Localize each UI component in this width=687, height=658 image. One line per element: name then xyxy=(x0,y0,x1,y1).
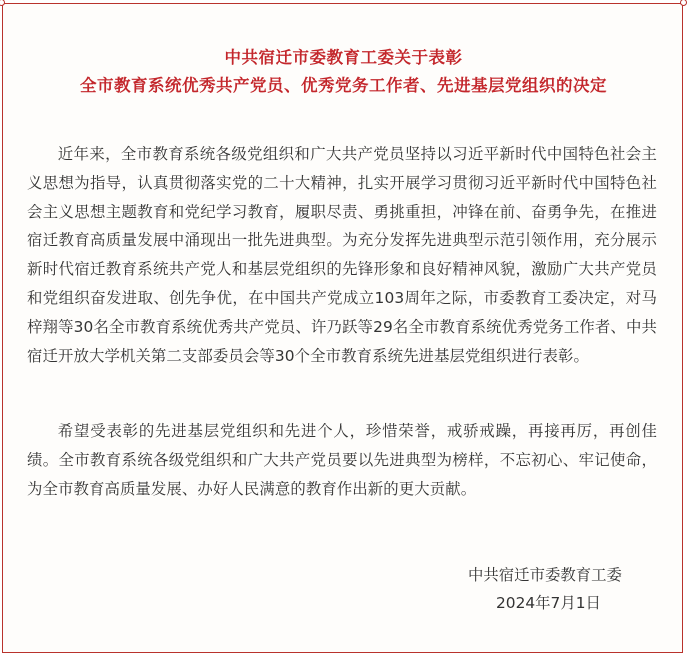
body-paragraph-2: 希望受表彰的先进基层党组织和先进个人，珍惜荣誉，戒骄戒躁，再接再厉，再创佳绩。全市教育系统各级党组织和广大共产党员要以先进典型为榜样，不忘初心、牢记使命，为全市教育高质量发展、办好人民满意的教育作出新的更大贡献。 xyxy=(27,422,657,498)
signature-date: 2024年7月1日 xyxy=(496,594,601,612)
corner-ornament-top-left xyxy=(0,0,5,6)
signature-organization: 中共宿迁市委教育工委 xyxy=(468,566,622,584)
document-title-line-1: 中共宿迁市委教育工委关于表彰 xyxy=(224,48,463,67)
document-title-line-2: 全市教育系统优秀共产党员、优秀党务工作者、先进基层党组织的决定 xyxy=(80,76,607,95)
corner-ornament-top-right xyxy=(680,0,687,6)
body-paragraph-1: 近年来，全市教育系统各级党组织和广大共产党员坚持以习近平新时代中国特色社会主义思想为指导，认真贯彻落实党的二十大精神，扎实开展学习贯彻习近平新时代中国特色社会主义思想主题教育和党纪学习教育，履职尽责、勇挑重担，冲锋在前、奋勇争先，在推进宿迁教育高质量发展中涌现出一批先进典型。为充分发挥先进典型示范引领作用，充分展示新时代宿迁教育系统共产党人和基层党组织的先锋形象和良好精神风貌，激励广大共产党员和党组织奋发进取、创先争优，在中国共产党成立103周年之际，市委教育工委决定，对马梓翔等30名全市教育系统优秀共产党员、许乃跃等29名全市教育系统优秀党务工作者、中共宿迁开放大学机关第二支部委员会等30个全市教育系统先进基层党组织进行表彰。 xyxy=(27,145,657,365)
